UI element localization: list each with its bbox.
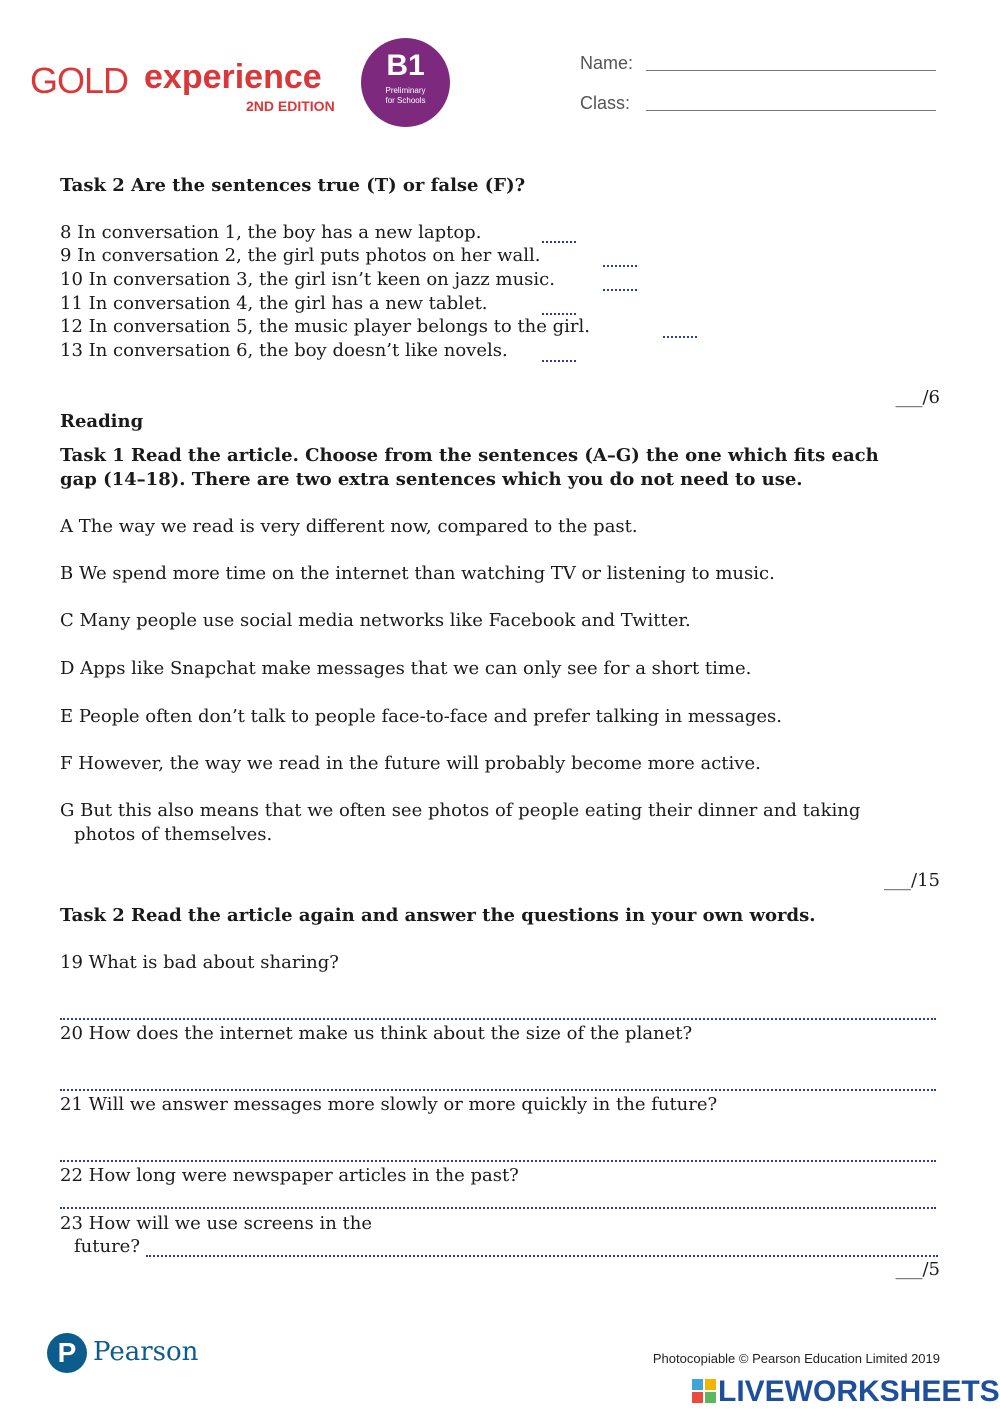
logo-edition-text: 2ND EDITION xyxy=(246,98,335,114)
tf-answer-13[interactable] xyxy=(542,346,576,362)
logo-gold-text: GOLD xyxy=(30,60,129,101)
liveworksheets-watermark xyxy=(692,1375,1000,1409)
reading-heading: Reading xyxy=(60,411,144,432)
tf-answer-11[interactable] xyxy=(542,299,576,315)
badge-level: B1 xyxy=(386,49,425,82)
answer-23-input[interactable] xyxy=(146,1241,938,1257)
logo-experience-text: experience xyxy=(144,58,322,96)
answer-19-input[interactable] xyxy=(60,1004,936,1020)
reading-task1-score: ___/15 xyxy=(884,870,940,891)
reading-task2-score: ___/5 xyxy=(895,1259,940,1280)
name-input[interactable] xyxy=(646,56,936,71)
answer-22-input[interactable] xyxy=(60,1193,936,1209)
question-19: 19 What is bad about sharing? xyxy=(60,952,339,973)
tf-item: 13 In conversation 6, the boy doesn’t like novels. xyxy=(60,340,508,361)
option-f: F However, the way we read in the future will probably become more active. xyxy=(60,753,761,774)
reading-task2-title: Task 2 Read the article again and answer the questions in your own words. xyxy=(60,905,816,926)
tf-item: 9 In conversation 2, the girl puts photos on her wall. xyxy=(60,245,541,266)
reading-task1-title-line1: Task 1 Read the article. Choose from the sentences (A–G) the one which fits each xyxy=(60,445,879,466)
tf-item: 11 In conversation 4, the girl has a new tablet. xyxy=(60,293,488,314)
question-23-line2: future? xyxy=(74,1236,140,1257)
b1-level-badge xyxy=(361,38,450,127)
name-label: Name: xyxy=(580,53,634,73)
gold-experience-logo xyxy=(30,60,360,120)
option-g-line2: photos of themselves. xyxy=(74,824,273,845)
option-e: E People often don’t talk to people face-to-face and prefer talking in messages. xyxy=(60,706,782,727)
tf-answer-12[interactable] xyxy=(663,322,697,338)
option-b: B We spend more time on the internet than watching TV or listening to music. xyxy=(60,563,775,584)
reading-task1-title-line2: gap (14–18). There are two extra sentences which you do not need to use. xyxy=(60,469,803,490)
class-label: Class: xyxy=(580,93,631,113)
pearson-p-icon: P xyxy=(47,1333,87,1373)
question-23-line1: 23 How will we use screens in the xyxy=(60,1213,373,1234)
option-c: C Many people use social media networks like Facebook and Twitter. xyxy=(60,610,691,631)
option-g-line1: G But this also means that we often see photos of people eating their dinner and taking xyxy=(60,800,861,821)
pearson-logo xyxy=(47,1333,207,1377)
question-20: 20 How does the internet make us think about the size of the planet? xyxy=(60,1023,693,1044)
copyright-text: Photocopiable © Pearson Education Limited 2019 xyxy=(652,1351,940,1366)
pearson-wordmark: Pearson xyxy=(93,1337,199,1367)
class-input[interactable] xyxy=(646,96,936,111)
answer-20-input[interactable] xyxy=(60,1075,936,1091)
liveworksheets-text: LIVEWORKSHEETS xyxy=(718,1375,1000,1408)
tf-item: 12 In conversation 5, the music player belongs to the girl. xyxy=(60,316,591,337)
tf-answer-8[interactable] xyxy=(542,227,576,243)
question-22: 22 How long were newspaper articles in the past? xyxy=(60,1165,519,1186)
listening-task2-score: ___/6 xyxy=(895,387,940,408)
question-21: 21 Will we answer messages more slowly or more quickly in the future? xyxy=(60,1094,718,1115)
tf-item: 8 In conversation 1, the boy has a new laptop. xyxy=(60,222,482,243)
tf-answer-9[interactable] xyxy=(603,251,637,267)
badge-line2: for Schools xyxy=(385,96,426,105)
tf-item: 10 In conversation 3, the girl isn’t keen on jazz music. xyxy=(60,269,555,290)
option-d: D Apps like Snapchat make messages that we can only see for a short time. xyxy=(60,658,752,679)
answer-21-input[interactable] xyxy=(60,1146,936,1162)
liveworksheets-logo-icon xyxy=(692,1379,716,1403)
option-a: A The way we read is very different now, compared to the past. xyxy=(60,516,638,537)
tf-answer-10[interactable] xyxy=(603,275,637,291)
listening-task2-title: Task 2 Are the sentences true (T) or false (F)? xyxy=(60,175,526,196)
badge-line1: Preliminary xyxy=(385,86,426,95)
